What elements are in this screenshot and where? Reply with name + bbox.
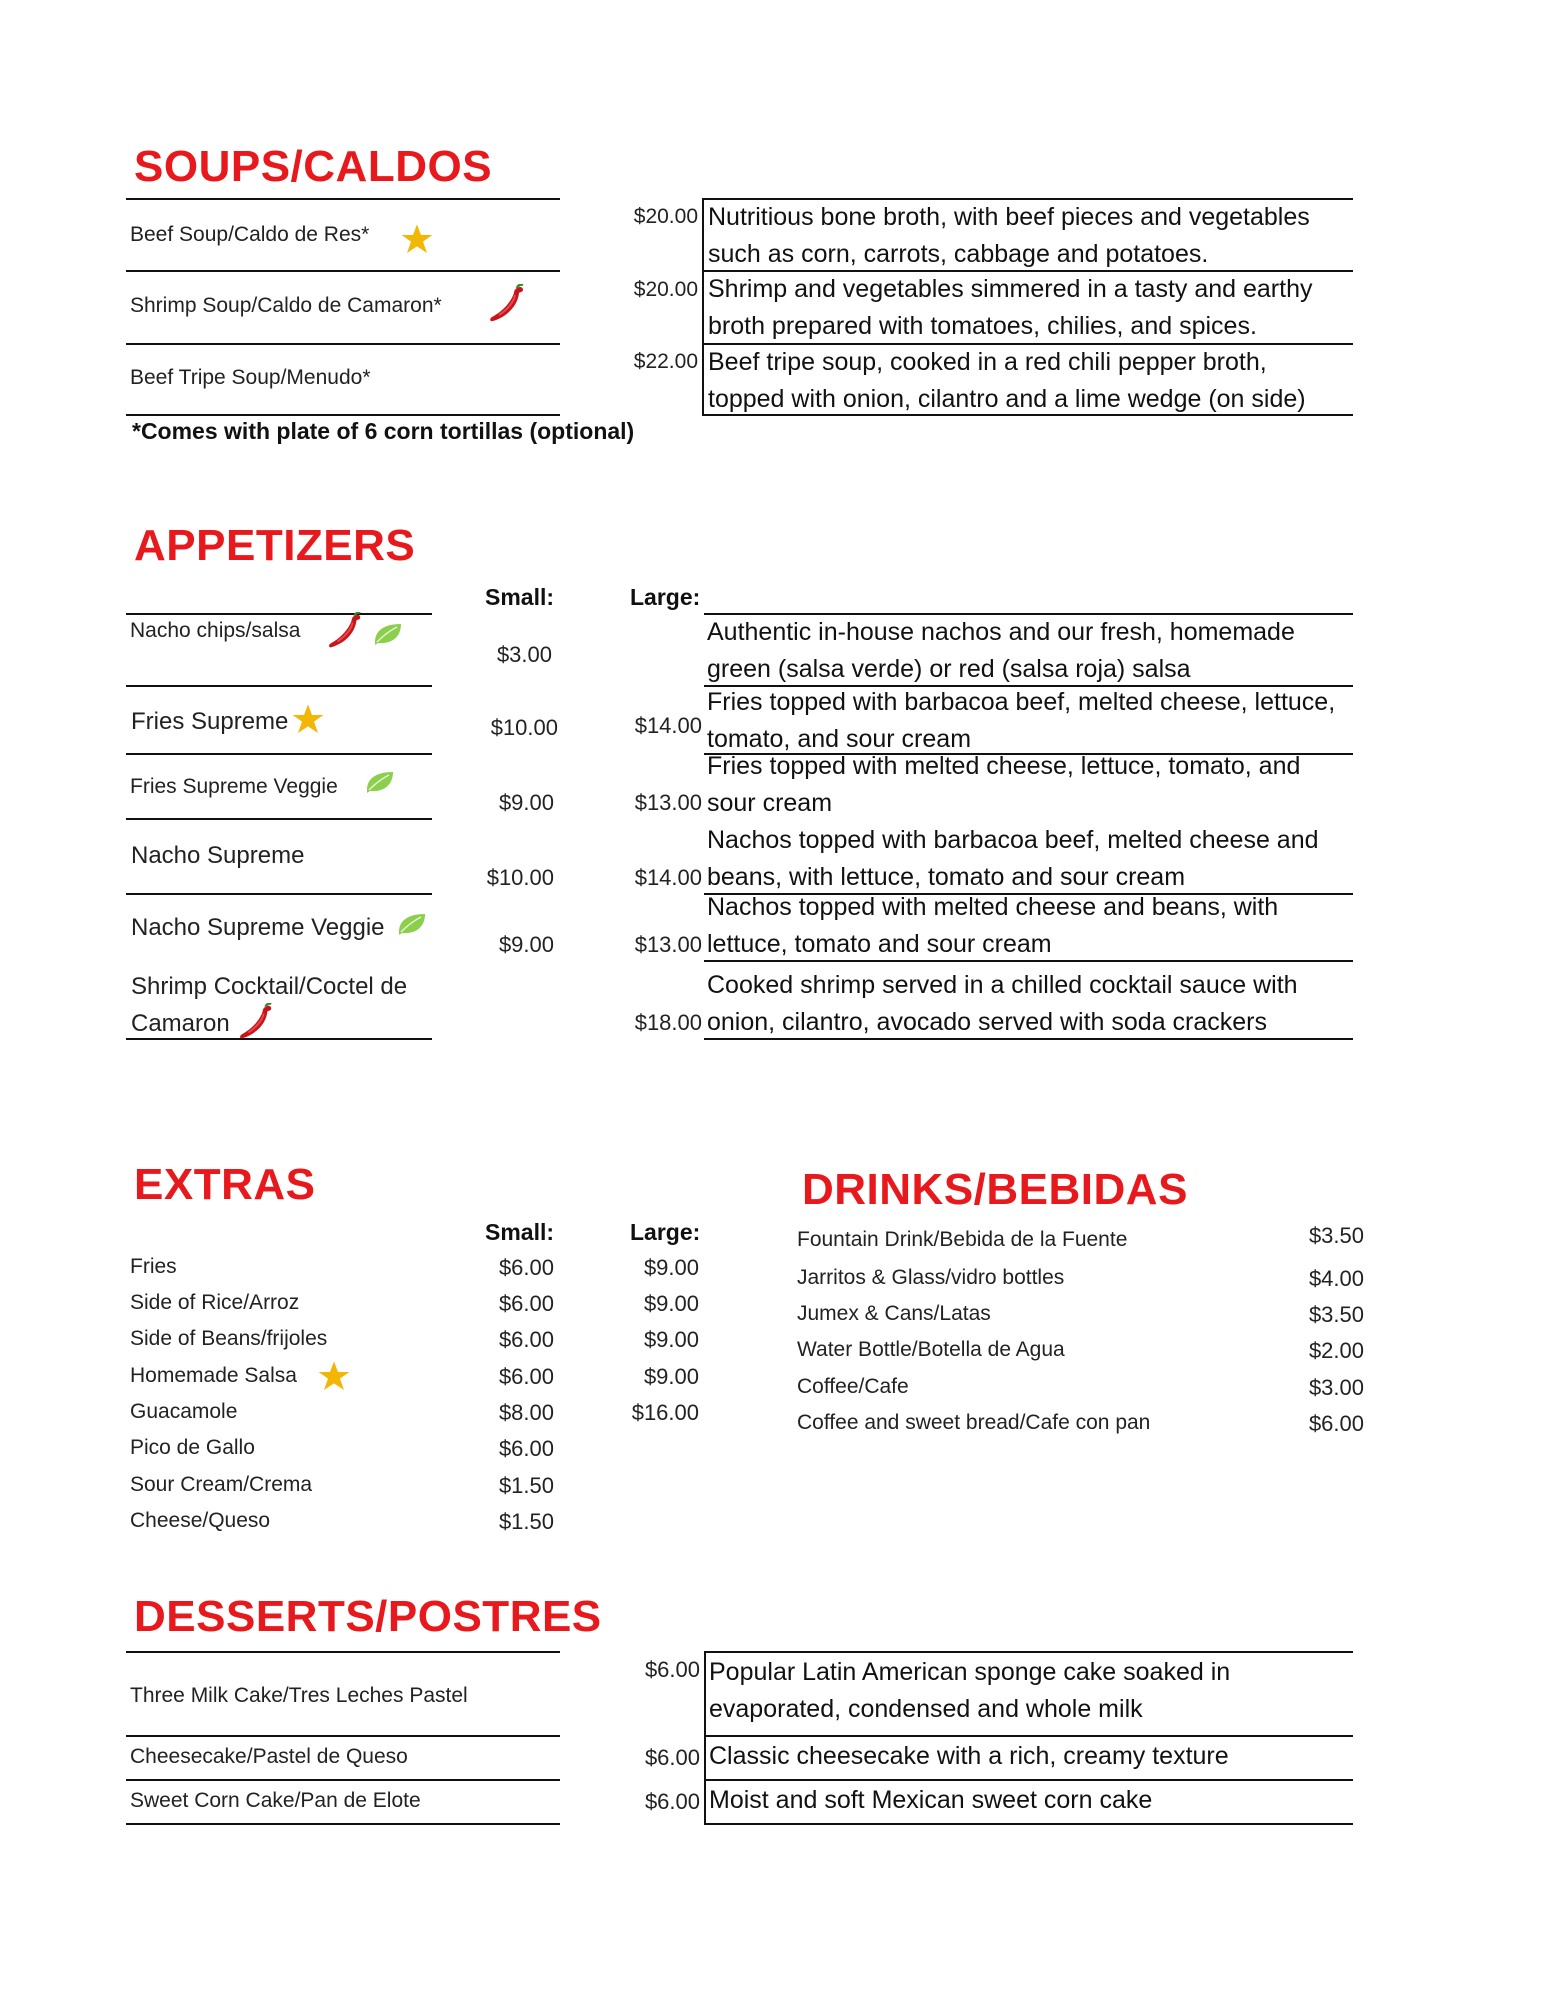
desserts-divider [704,1651,706,1825]
dessert-item-price: $6.00 [644,1657,700,1682]
drink-item-name: Coffee/Cafe [797,1375,909,1398]
desserts-right-rule-2 [704,1779,1353,1781]
drink-item-price: $3.50 [1308,1302,1364,1327]
extra-item-name: Side of Rice/Arroz [130,1291,300,1314]
extra-small-price: $6.00 [498,1255,554,1280]
app-left-rule-2 [126,753,432,755]
appetizer-item-name: Nacho Supreme Veggie [131,914,385,941]
extra-large-price: $9.00 [643,1291,699,1316]
star-icon [401,223,433,255]
app-left-rule-4 [126,893,432,895]
extra-item-name: Guacamole [130,1400,238,1423]
appetizer-small-price: $10.00 [490,715,558,740]
desserts-right-rule-3 [704,1823,1353,1825]
extra-large-price: $9.00 [643,1327,699,1352]
appetizers-small-label: Small: [485,584,555,610]
appetizer-large-price: $18.00 [634,1010,702,1035]
extra-small-price: $8.00 [498,1400,554,1425]
drink-item-name: Fountain Drink/Bebida de la Fuente [797,1228,1128,1251]
dessert-item-price: $6.00 [644,1745,700,1770]
appetizer-desc: Nachos topped with melted cheese and beans, with lettuce, tomato and sour cream [707,893,1279,958]
appetizer-large-price: $14.00 [634,865,702,890]
soups-footnote: *Comes with plate of 6 corn tortillas (optional) [132,418,635,444]
drink-item-name: Water Bottle/Botella de Agua [797,1338,1065,1361]
drink-item-price: $3.50 [1308,1223,1364,1248]
extra-small-price: $1.50 [498,1509,554,1534]
appetizer-large-price: $13.00 [634,790,702,815]
desserts-left-rule-3 [126,1823,560,1825]
drink-item-price: $2.00 [1308,1338,1364,1363]
appetizer-small-price: $9.00 [498,790,554,815]
soup-item-desc: Shrimp and vegetables simmered in a tasty and earthy broth prepared with tomatoes, chilies, and spices. [708,275,1313,340]
appetizer-desc: Fries topped with melted cheese, lettuce, tomato, and sour cream [707,752,1301,817]
dessert-item-name: Cheesecake/Pastel de Queso [130,1745,408,1768]
extras-large-label: Large: [630,1219,701,1245]
desserts-left-rule-2 [126,1779,560,1781]
dessert-item-name: Three Milk Cake/Tres Leches Pastel [130,1684,468,1707]
extra-small-price: $6.00 [498,1291,554,1316]
soup-item-price: $20.00 [633,278,698,301]
extra-large-price: $9.00 [643,1255,699,1280]
drink-item-name: Coffee and sweet bread/Cafe con pan [797,1411,1151,1434]
appetizer-desc: Nachos topped with barbacoa beef, melted cheese and beans, with lettuce, tomato and sour cream [707,826,1319,891]
leaf-icon [365,770,395,794]
drink-item-name: Jarritos & Glass/vidro bottles [797,1266,1065,1289]
soup-item-name: Shrimp Soup/Caldo de Camaron* [130,294,442,317]
desserts-left-rule-1 [126,1735,560,1737]
soups-left-rule-2 [126,343,560,345]
appetizer-item-name: Nacho Supreme [131,842,305,869]
dessert-item-desc: Moist and soft Mexican sweet corn cake [709,1786,1153,1814]
desserts-heading: DESSERTS/POSTRES [134,1592,602,1641]
drink-item-price: $4.00 [1308,1266,1364,1291]
soup-item-name: Beef Tripe Soup/Menudo* [130,366,371,389]
dessert-item-desc: Classic cheesecake with a rich, creamy texture [709,1742,1229,1770]
soup-item-name: Beef Soup/Caldo de Res* [130,223,370,246]
appetizer-desc: Cooked shrimp served in a chilled cocktail sauce with onion, cilantro, avocado served with soda crackers [707,971,1298,1036]
star-icon [292,703,324,735]
drink-item-price: $3.00 [1308,1375,1364,1400]
soup-item-desc: Beef tripe soup, cooked in a red chili pepper broth, topped with onion, cilantro and a lime wedge (on side) [708,348,1306,413]
appetizer-item-name: Nacho chips/salsa [130,619,301,642]
dessert-item-price: $6.00 [644,1789,700,1814]
desserts-left-rule-top [126,1651,560,1653]
soup-item-price: $22.00 [633,350,698,373]
appetizer-item-name: Shrimp Cocktail/Coctel de Camaron [131,973,408,1037]
drink-item-price: $6.00 [1308,1411,1364,1436]
extra-item-name: Sour Cream/Crema [130,1473,313,1496]
extra-item-name: Side of Beans/frijoles [130,1327,328,1350]
soup-item-price: $20.00 [633,205,698,228]
desserts-right-rule-1 [704,1735,1353,1737]
appetizers-heading: APPETIZERS [134,521,416,570]
drink-item-name: Jumex & Cans/Latas [797,1302,991,1325]
soups-left-rule-3 [126,414,560,416]
desserts-right-rule-top [704,1651,1353,1653]
appetizer-small-price: $10.00 [486,865,554,890]
extra-small-price: $6.00 [498,1364,554,1389]
leaf-icon [373,622,403,646]
soups-heading: SOUPS/CALDOS [134,142,493,191]
extra-large-price: $16.00 [631,1400,699,1425]
extras-heading: EXTRAS [134,1160,316,1209]
appetizer-small-price: $9.00 [498,932,554,957]
soups-left-rule-1 [126,270,560,272]
extra-small-price: $6.00 [498,1327,554,1352]
app-left-rule-1 [126,685,432,687]
extra-item-name: Fries [130,1255,177,1278]
chili-icon [326,612,364,650]
extra-item-name: Pico de Gallo [130,1436,255,1459]
extra-small-price: $1.50 [498,1473,554,1498]
extra-large-price: $9.00 [643,1364,699,1389]
appetizer-small-price: $3.00 [496,642,552,667]
extra-item-name: Homemade Salsa [130,1364,297,1387]
soups-divider [702,198,704,416]
soups-left-rule-top [126,198,560,200]
extra-small-price: $6.00 [498,1436,554,1461]
dessert-item-name: Sweet Corn Cake/Pan de Elote [130,1789,421,1812]
appetizer-large-price: $13.00 [634,932,702,957]
chili-icon [487,284,527,324]
appetizers-large-label: Large: [630,584,701,610]
appetizer-desc: Authentic in-house nachos and our fresh, homemade green (salsa verde) or red (salsa roja) salsa [707,618,1295,683]
appetizer-item-name: Fries Supreme [131,708,289,735]
drinks-heading: DRINKS/BEBIDAS [802,1165,1188,1214]
app-left-rule-3 [126,818,432,820]
soup-item-desc: Nutritious bone broth, with beef pieces and vegetables such as corn, carrots, cabbage and potatoes. [708,203,1310,268]
leaf-icon [397,912,427,936]
appetizer-large-price: $14.00 [634,713,702,738]
extra-item-name: Cheese/Queso [130,1509,271,1532]
appetizer-desc: Fries topped with barbacoa beef, melted cheese, lettuce, tomato, and sour cream [707,688,1336,753]
dessert-item-desc: Popular Latin American sponge cake soaked in evaporated, condensed and whole milk [709,1658,1231,1723]
appetizer-item-name: Fries Supreme Veggie [130,775,338,798]
star-icon [318,1360,350,1392]
chili-icon [237,1003,275,1041]
app-left-rule-0 [126,613,432,615]
extras-small-label: Small: [485,1219,555,1245]
